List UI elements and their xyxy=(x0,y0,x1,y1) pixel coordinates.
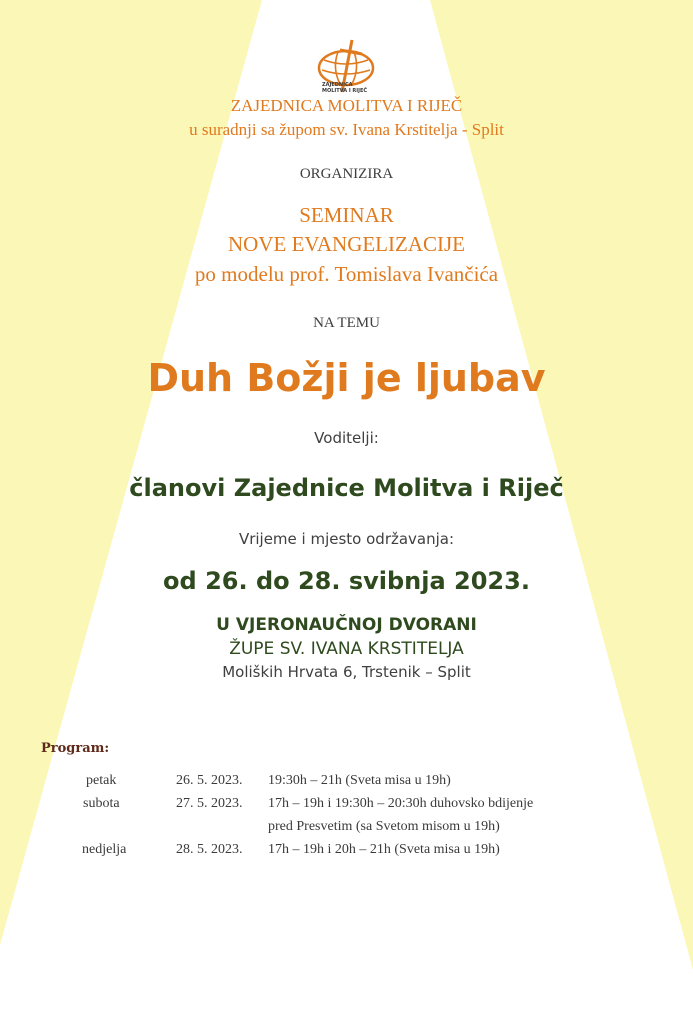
when-label: Vrijeme i mjesto održavanja: xyxy=(238,530,455,548)
program-day: subota xyxy=(83,796,120,811)
org-partner: u suradnji sa župom sv. Ivana Krstitelja - Split xyxy=(189,120,504,139)
program-title: Program: xyxy=(41,741,110,756)
logo-line-2: MOLITVA I RIJEČ xyxy=(322,88,368,94)
program-date: 28. 5. 2023. xyxy=(176,842,243,857)
program-time: 17h – 19h i 20h – 21h (Sveta misa u 19h) xyxy=(268,842,500,857)
event-dates: od 26. do 28. svibnja 2023. xyxy=(163,567,530,595)
venue-line-2: ŽUPE SV. IVANA KRSTITELJA xyxy=(229,639,464,659)
program-day: nedjelja xyxy=(82,842,127,857)
theme-title: Duh Božji je ljubav xyxy=(147,356,546,400)
program-time: pred Presvetim (sa Svetom misom u 19h) xyxy=(268,819,500,834)
organizira-label: ORGANIZIRA xyxy=(299,166,394,182)
na-temu-label: NA TEMU xyxy=(313,315,380,331)
logo-line-1: ZAJEDNICA xyxy=(322,82,353,88)
program-date: 26. 5. 2023. xyxy=(176,773,243,788)
program-time: 17h – 19h i 19:30h – 20:30h duhovsko bdijenje xyxy=(268,796,534,811)
venue-line-1: U VJERONAUČNOJ DVORANI xyxy=(216,615,477,635)
seminar-subtitle: NOVE EVANGELIZACIJE xyxy=(228,232,465,256)
program-date: 27. 5. 2023. xyxy=(176,796,243,811)
program-time: 19:30h – 21h (Sveta misa u 19h) xyxy=(268,773,451,788)
program-day: petak xyxy=(86,773,117,788)
venue-address: Moliških Hrvata 6, Trstenik – Split xyxy=(222,663,471,681)
seminar-model: po modelu prof. Tomislava Ivančića xyxy=(194,262,499,286)
org-name: ZAJEDNICA MOLITVA I RIJEČ xyxy=(230,96,463,115)
seminar-title: SEMINAR xyxy=(299,203,394,227)
leaders-value: članovi Zajednice Molitva i Riječ xyxy=(129,474,564,502)
logo-caption xyxy=(322,82,378,94)
leaders-label: Voditelji: xyxy=(314,429,379,447)
